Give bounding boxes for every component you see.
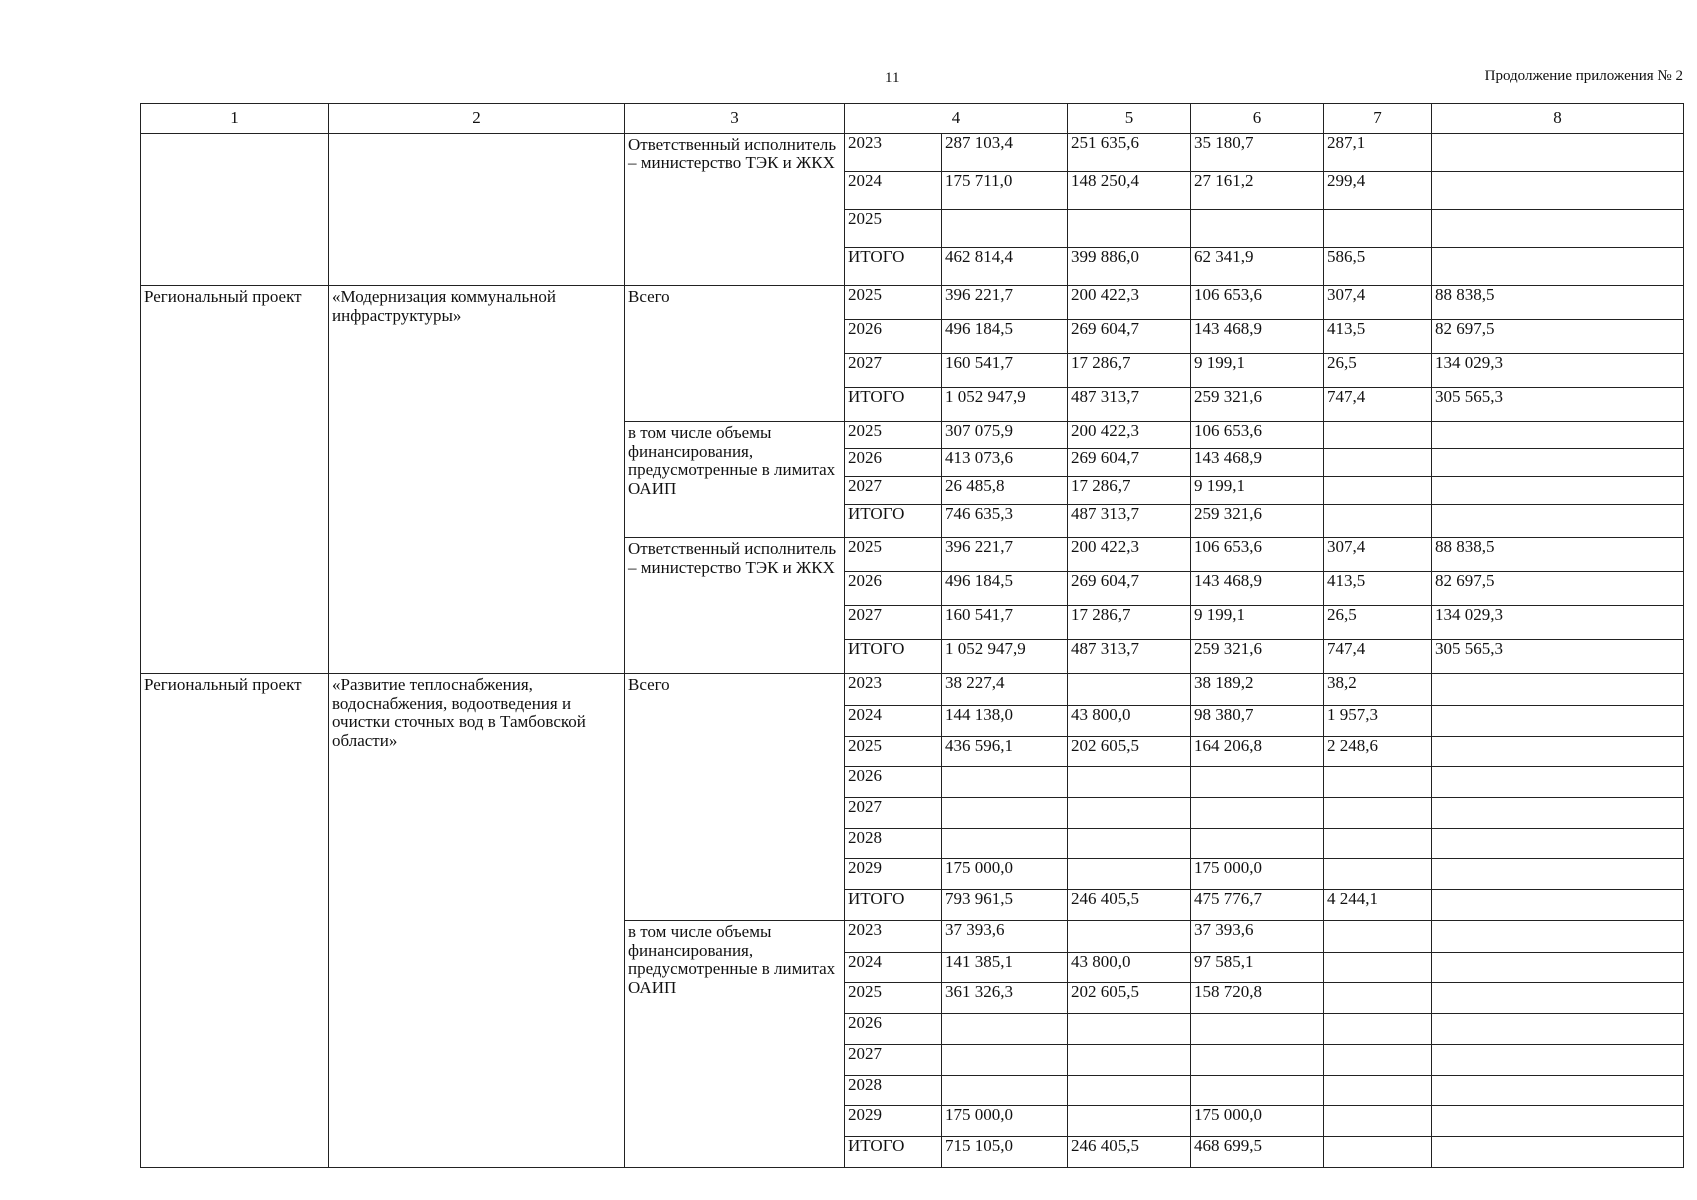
- amount-cell-c5: 17 286,7: [1068, 354, 1191, 388]
- amount-cell-c7: 38,2: [1324, 674, 1432, 706]
- amount-cell-c4: [942, 828, 1068, 859]
- amount-cell-c8: [1432, 476, 1684, 504]
- amount-cell-c5: 246 405,5: [1068, 1136, 1191, 1167]
- amount-cell-c8: [1432, 952, 1684, 983]
- amount-cell-c6: [1191, 1044, 1324, 1075]
- amount-cell-c6: [1191, 209, 1324, 247]
- amount-cell-c4: 746 635,3: [942, 504, 1068, 538]
- amount-cell-c6: 27 161,2: [1191, 171, 1324, 209]
- amount-cell-c7: [1324, 1106, 1432, 1137]
- year-cell: 2023: [845, 133, 942, 171]
- amount-cell-c7: 413,5: [1324, 572, 1432, 606]
- amount-cell-c7: [1324, 1044, 1432, 1075]
- amount-cell-c6: [1191, 828, 1324, 859]
- amount-cell-c6: 38 189,2: [1191, 674, 1324, 706]
- amount-cell-c7: 747,4: [1324, 387, 1432, 421]
- amount-cell-c8: 82 697,5: [1432, 320, 1684, 354]
- amount-cell-c7: 1 957,3: [1324, 705, 1432, 736]
- year-cell: 2025: [845, 538, 942, 572]
- year-cell: 2024: [845, 171, 942, 209]
- amount-cell-c4: 141 385,1: [942, 952, 1068, 983]
- year-cell: 2025: [845, 421, 942, 449]
- amount-cell-c7: [1324, 828, 1432, 859]
- column-header-7: 7: [1324, 104, 1432, 134]
- amount-cell-c8: [1432, 421, 1684, 449]
- amount-cell-c7: [1324, 859, 1432, 890]
- amount-cell-c7: 287,1: [1324, 133, 1432, 171]
- year-cell: 2028: [845, 828, 942, 859]
- year-cell: 2029: [845, 1106, 942, 1137]
- amount-cell-c7: [1324, 983, 1432, 1014]
- amount-cell-c7: [1324, 952, 1432, 983]
- funding-source-cell: в том числе объемы финансирования, предусмотренные в лимитах ОАИП: [625, 920, 845, 1167]
- amount-cell-c7: [1324, 920, 1432, 952]
- amount-cell-c7: 26,5: [1324, 606, 1432, 640]
- amount-cell-c6: 259 321,6: [1191, 387, 1324, 421]
- amount-cell-c8: [1432, 209, 1684, 247]
- amount-cell-c7: [1324, 767, 1432, 798]
- amount-cell-c8: 134 029,3: [1432, 354, 1684, 388]
- amount-cell-c5: [1068, 828, 1191, 859]
- year-cell: 2025: [845, 736, 942, 767]
- funding-source-cell: в том числе объемы финансирования, предусмотренные в лимитах ОАИП: [625, 421, 845, 538]
- amount-cell-c7: 26,5: [1324, 354, 1432, 388]
- amount-cell-c8: 134 029,3: [1432, 606, 1684, 640]
- year-cell: ИТОГО: [845, 504, 942, 538]
- amount-cell-c8: [1432, 890, 1684, 921]
- year-cell: ИТОГО: [845, 387, 942, 421]
- amount-cell-c6: 97 585,1: [1191, 952, 1324, 983]
- amount-cell-c7: [1324, 449, 1432, 477]
- project-type-cell: [141, 133, 329, 286]
- amount-cell-c4: 144 138,0: [942, 705, 1068, 736]
- amount-cell-c4: [942, 767, 1068, 798]
- amount-cell-c5: [1068, 797, 1191, 828]
- amount-cell-c4: 175 000,0: [942, 859, 1068, 890]
- amount-cell-c5: [1068, 1044, 1191, 1075]
- amount-cell-c5: [1068, 1075, 1191, 1106]
- amount-cell-c4: 307 075,9: [942, 421, 1068, 449]
- amount-cell-c5: [1068, 920, 1191, 952]
- amount-cell-c5: 487 313,7: [1068, 504, 1191, 538]
- amount-cell-c6: 9 199,1: [1191, 476, 1324, 504]
- amount-cell-c6: 259 321,6: [1191, 504, 1324, 538]
- amount-cell-c4: 361 326,3: [942, 983, 1068, 1014]
- amount-cell-c8: [1432, 828, 1684, 859]
- amount-cell-c5: 43 800,0: [1068, 952, 1191, 983]
- year-cell: 2023: [845, 674, 942, 706]
- amount-cell-c8: [1432, 1106, 1684, 1137]
- amount-cell-c8: [1432, 1044, 1684, 1075]
- amount-cell-c6: [1191, 1075, 1324, 1106]
- amount-cell-c5: [1068, 209, 1191, 247]
- year-cell: ИТОГО: [845, 890, 942, 921]
- amount-cell-c6: 468 699,5: [1191, 1136, 1324, 1167]
- amount-cell-c5: 202 605,5: [1068, 983, 1191, 1014]
- year-cell: 2025: [845, 286, 942, 320]
- amount-cell-c8: 88 838,5: [1432, 538, 1684, 572]
- amount-cell-c7: [1324, 421, 1432, 449]
- year-cell: 2024: [845, 952, 942, 983]
- amount-cell-c7: [1324, 504, 1432, 538]
- amount-cell-c4: 175 711,0: [942, 171, 1068, 209]
- amount-cell-c6: [1191, 1014, 1324, 1045]
- amount-cell-c7: [1324, 797, 1432, 828]
- funding-source-cell: Всего: [625, 674, 845, 921]
- year-cell: 2026: [845, 572, 942, 606]
- amount-cell-c7: 4 244,1: [1324, 890, 1432, 921]
- amount-cell-c4: 496 184,5: [942, 320, 1068, 354]
- amount-cell-c8: [1432, 248, 1684, 286]
- amount-cell-c8: [1432, 859, 1684, 890]
- amount-cell-c4: 396 221,7: [942, 286, 1068, 320]
- amount-cell-c5: 148 250,4: [1068, 171, 1191, 209]
- amount-cell-c4: [942, 1044, 1068, 1075]
- amount-cell-c8: 82 697,5: [1432, 572, 1684, 606]
- amount-cell-c5: 487 313,7: [1068, 387, 1191, 421]
- year-cell: 2027: [845, 606, 942, 640]
- amount-cell-c5: 251 635,6: [1068, 133, 1191, 171]
- amount-cell-c4: 26 485,8: [942, 476, 1068, 504]
- amount-cell-c4: [942, 1075, 1068, 1106]
- amount-cell-c8: [1432, 449, 1684, 477]
- amount-cell-c7: 586,5: [1324, 248, 1432, 286]
- amount-cell-c6: 158 720,8: [1191, 983, 1324, 1014]
- amount-cell-c6: 106 653,6: [1191, 286, 1324, 320]
- amount-cell-c4: [942, 209, 1068, 247]
- amount-cell-c5: 43 800,0: [1068, 705, 1191, 736]
- amount-cell-c7: 2 248,6: [1324, 736, 1432, 767]
- amount-cell-c6: 259 321,6: [1191, 640, 1324, 674]
- amount-cell-c5: 17 286,7: [1068, 606, 1191, 640]
- amount-cell-c8: [1432, 983, 1684, 1014]
- amount-cell-c5: 399 886,0: [1068, 248, 1191, 286]
- amount-cell-c4: 462 814,4: [942, 248, 1068, 286]
- amount-cell-c6: 175 000,0: [1191, 859, 1324, 890]
- amount-cell-c8: [1432, 133, 1684, 171]
- amount-cell-c8: [1432, 674, 1684, 706]
- project-type-cell: Региональный проект: [141, 674, 329, 1168]
- year-cell: 2027: [845, 354, 942, 388]
- amount-cell-c4: 396 221,7: [942, 538, 1068, 572]
- amount-cell-c5: 200 422,3: [1068, 421, 1191, 449]
- year-cell: 2027: [845, 797, 942, 828]
- column-header-5: 5: [1068, 104, 1191, 134]
- funding-source-cell: Ответственный исполнитель – министерство ТЭК и ЖКХ: [625, 538, 845, 674]
- project-type-cell: Региональный проект: [141, 286, 329, 674]
- year-cell: 2023: [845, 920, 942, 952]
- project-name-cell: [329, 133, 625, 286]
- column-header-1: 1: [141, 104, 329, 134]
- column-header-2: 2: [329, 104, 625, 134]
- year-cell: 2028: [845, 1075, 942, 1106]
- amount-cell-c5: 17 286,7: [1068, 476, 1191, 504]
- appendix-caption: Продолжение приложения № 2: [1484, 68, 1683, 84]
- amount-cell-c4: 793 961,5: [942, 890, 1068, 921]
- amount-cell-c7: 747,4: [1324, 640, 1432, 674]
- year-cell: 2026: [845, 767, 942, 798]
- funding-source-cell: Всего: [625, 286, 845, 422]
- amount-cell-c4: 496 184,5: [942, 572, 1068, 606]
- amount-cell-c4: 175 000,0: [942, 1106, 1068, 1137]
- amount-cell-c4: 1 052 947,9: [942, 640, 1068, 674]
- amount-cell-c4: 436 596,1: [942, 736, 1068, 767]
- amount-cell-c5: [1068, 1106, 1191, 1137]
- amount-cell-c7: 299,4: [1324, 171, 1432, 209]
- year-cell: 2024: [845, 705, 942, 736]
- column-header-3: 3: [625, 104, 845, 134]
- amount-cell-c5: [1068, 767, 1191, 798]
- amount-cell-c7: 307,4: [1324, 538, 1432, 572]
- amount-cell-c5: 200 422,3: [1068, 286, 1191, 320]
- amount-cell-c6: 475 776,7: [1191, 890, 1324, 921]
- amount-cell-c6: 98 380,7: [1191, 705, 1324, 736]
- year-cell: ИТОГО: [845, 1136, 942, 1167]
- amount-cell-c5: [1068, 674, 1191, 706]
- page-number: 11: [885, 70, 900, 86]
- amount-cell-c5: 269 604,7: [1068, 320, 1191, 354]
- amount-cell-c6: 106 653,6: [1191, 538, 1324, 572]
- amount-cell-c7: [1324, 1136, 1432, 1167]
- amount-cell-c8: [1432, 705, 1684, 736]
- amount-cell-c4: [942, 797, 1068, 828]
- amount-cell-c8: [1432, 171, 1684, 209]
- amount-cell-c6: 106 653,6: [1191, 421, 1324, 449]
- amount-cell-c5: 200 422,3: [1068, 538, 1191, 572]
- year-cell: 2026: [845, 1014, 942, 1045]
- year-cell: ИТОГО: [845, 640, 942, 674]
- amount-cell-c7: 413,5: [1324, 320, 1432, 354]
- amount-cell-c4: 38 227,4: [942, 674, 1068, 706]
- amount-cell-c4: 287 103,4: [942, 133, 1068, 171]
- amount-cell-c4: 413 073,6: [942, 449, 1068, 477]
- amount-cell-c6: 143 468,9: [1191, 320, 1324, 354]
- amount-cell-c4: 160 541,7: [942, 354, 1068, 388]
- amount-cell-c4: [942, 1014, 1068, 1045]
- table-row: [141, 286, 1684, 320]
- amount-cell-c6: 37 393,6: [1191, 920, 1324, 952]
- amount-cell-c5: 269 604,7: [1068, 449, 1191, 477]
- amount-cell-c8: 305 565,3: [1432, 387, 1684, 421]
- project-name-cell: «Модернизация коммунальной инфраструктуры»: [329, 286, 625, 674]
- year-cell: 2025: [845, 983, 942, 1014]
- amount-cell-c6: 35 180,7: [1191, 133, 1324, 171]
- year-cell: 2026: [845, 449, 942, 477]
- amount-cell-c8: [1432, 767, 1684, 798]
- amount-cell-c5: [1068, 859, 1191, 890]
- amount-cell-c7: [1324, 476, 1432, 504]
- amount-cell-c8: [1432, 920, 1684, 952]
- amount-cell-c8: [1432, 797, 1684, 828]
- amount-cell-c8: [1432, 1075, 1684, 1106]
- amount-cell-c6: 9 199,1: [1191, 606, 1324, 640]
- amount-cell-c6: 62 341,9: [1191, 248, 1324, 286]
- amount-cell-c8: [1432, 504, 1684, 538]
- year-cell: 2026: [845, 320, 942, 354]
- column-header-6: 6: [1191, 104, 1324, 134]
- amount-cell-c6: [1191, 797, 1324, 828]
- amount-cell-c6: 164 206,8: [1191, 736, 1324, 767]
- financing-table: [140, 103, 1684, 1168]
- year-cell: 2025: [845, 209, 942, 247]
- amount-cell-c6: 143 468,9: [1191, 572, 1324, 606]
- year-cell: ИТОГО: [845, 248, 942, 286]
- amount-cell-c4: 1 052 947,9: [942, 387, 1068, 421]
- year-cell: 2027: [845, 1044, 942, 1075]
- year-cell: 2029: [845, 859, 942, 890]
- table-row: [141, 133, 1684, 171]
- amount-cell-c8: [1432, 1136, 1684, 1167]
- amount-cell-c5: 202 605,5: [1068, 736, 1191, 767]
- amount-cell-c7: 307,4: [1324, 286, 1432, 320]
- header-row: [141, 104, 1684, 134]
- amount-cell-c8: 305 565,3: [1432, 640, 1684, 674]
- funding-source-cell: Ответственный исполнитель – министерство ТЭК и ЖКХ: [625, 133, 845, 286]
- amount-cell-c4: 715 105,0: [942, 1136, 1068, 1167]
- amount-cell-c5: [1068, 1014, 1191, 1045]
- column-header-4: 4: [845, 104, 1068, 134]
- project-name-cell: «Развитие теплоснабжения, водоснабжения, водоотведения и очистки сточных вод в Тамбовской области»: [329, 674, 625, 1168]
- amount-cell-c5: 246 405,5: [1068, 890, 1191, 921]
- amount-cell-c7: [1324, 1075, 1432, 1106]
- amount-cell-c6: 143 468,9: [1191, 449, 1324, 477]
- amount-cell-c8: [1432, 736, 1684, 767]
- amount-cell-c8: 88 838,5: [1432, 286, 1684, 320]
- amount-cell-c4: 160 541,7: [942, 606, 1068, 640]
- amount-cell-c4: 37 393,6: [942, 920, 1068, 952]
- amount-cell-c5: 269 604,7: [1068, 572, 1191, 606]
- amount-cell-c5: 487 313,7: [1068, 640, 1191, 674]
- amount-cell-c6: 9 199,1: [1191, 354, 1324, 388]
- amount-cell-c8: [1432, 1014, 1684, 1045]
- table-row: [141, 674, 1684, 706]
- year-cell: 2027: [845, 476, 942, 504]
- amount-cell-c6: 175 000,0: [1191, 1106, 1324, 1137]
- column-header-8: 8: [1432, 104, 1684, 134]
- amount-cell-c7: [1324, 1014, 1432, 1045]
- amount-cell-c6: [1191, 767, 1324, 798]
- amount-cell-c7: [1324, 209, 1432, 247]
